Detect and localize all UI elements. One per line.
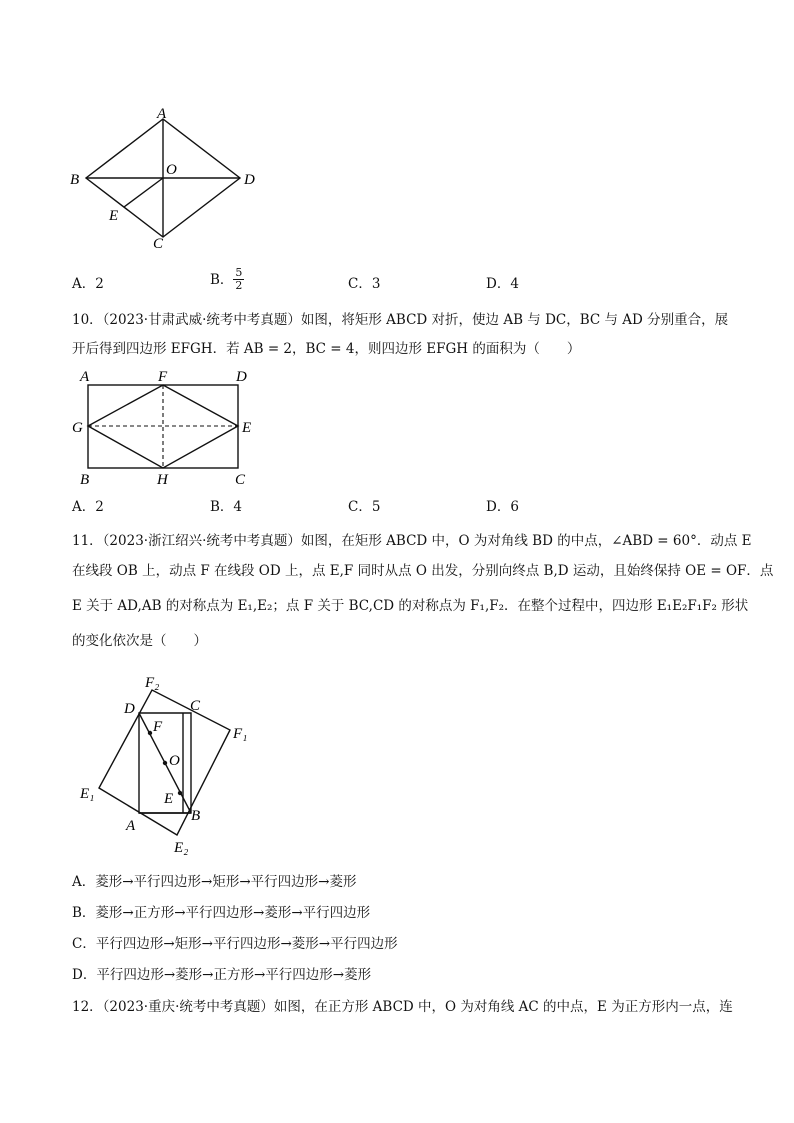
figure-q10-rectangle (66, 362, 266, 492)
q10-option-d: D．6 (486, 499, 519, 515)
q10-option-b: B．4 (210, 499, 243, 515)
fraction-numerator: 5 (235, 266, 243, 279)
q11-text-line-1: 11．（2023·浙江绍兴·统考中考真题）如图，在矩形 ABCD 中，O 为对角线 BD 的中点，∠ABD = 60°．动点 E (72, 533, 752, 549)
q11-text-line-4: 的变化依次是（ ） (72, 633, 207, 649)
fig11-label-F: F (153, 719, 163, 735)
fig10-label-C: C (235, 472, 246, 488)
fig11-label-A: A (126, 818, 136, 834)
fig11-label-F2: F₂ (145, 675, 160, 691)
q11-text-line-2: 在线段 OB 上，动点 F 在线段 OD 上，点 E,F 同时从点 O 出发，分别向终点 B,D 运动，且始终保持 OE = OF．点 (72, 563, 774, 579)
q11-text-line-3: E 关于 AD,AB 的对称点为 E₁,E₂；点 F 关于 BC,CD 的对称点为 F₁,F₂．在整个过程中，四边形 E₁E₂F₁F₂ 形状 (72, 598, 749, 614)
fig11-label-B: B (191, 808, 201, 824)
fig11-label-F1: F₁ (233, 726, 248, 742)
fig10-label-G: G (72, 420, 83, 436)
figure-q9-rhombus (60, 100, 280, 260)
q9-option-d: D．4 (486, 276, 519, 292)
fig11-label-C: C (190, 698, 201, 714)
q9-option-a: A．2 (72, 276, 104, 292)
q9-option-c: C．3 (348, 276, 381, 292)
fig11-label-D: D (124, 701, 135, 717)
fig11-label-E2: E₂ (174, 840, 189, 856)
q10-text-line-2: 开后得到四边形 EFGH．若 AB = 2，BC = 4，则四边形 EFGH 的面积为（ ） (72, 341, 581, 357)
q12-text-line-1: 12．（2023·重庆·统考中考真题）如图，在正方形 ABCD 中，O 为对角线 AC 的中点，E 为正方形内一点，连 (72, 999, 733, 1015)
fig10-label-H: H (157, 472, 168, 488)
q10-text-line-1: 10．（2023·甘肃武威·统考中考真题）如图，将矩形 ABCD 对折，使边 AB 与 DC，BC 与 AD 分别重合，展 (72, 312, 729, 328)
fig10-label-D: D (236, 369, 247, 385)
fig10-label-E: E (242, 420, 252, 436)
fig10-label-F: F (158, 369, 168, 385)
q11-option-d: D．平行四边形→菱形→正方形→平行四边形→菱形 (72, 967, 372, 983)
q11-option-c: C．平行四边形→矩形→平行四边形→菱形→平行四边形 (72, 936, 398, 952)
fig10-label-B: B (80, 472, 90, 488)
fig11-label-E1: E₁ (80, 786, 95, 802)
fig9-label-A: A (157, 106, 167, 122)
q9-option-b-prefix: B． (210, 271, 234, 288)
q9-option-b-fraction (233, 267, 244, 292)
fig11-label-O: O (169, 753, 180, 769)
fig11-label-E: E (164, 791, 174, 807)
q9-option-b (210, 267, 244, 292)
fig9-label-B: B (70, 172, 80, 188)
figure-q11-rectangle-reflections (70, 665, 270, 865)
fig9-label-E: E (109, 208, 119, 224)
fig9-label-D: D (244, 172, 255, 188)
fig9-label-O: O (166, 162, 177, 178)
q10-option-c: C．5 (348, 499, 381, 515)
q11-option-b: B．菱形→正方形→平行四边形→菱形→平行四边形 (72, 905, 371, 921)
fig10-label-A: A (80, 369, 90, 385)
q11-option-a: A．菱形→平行四边形→矩形→平行四边形→菱形 (72, 874, 357, 890)
q10-option-a: A．2 (72, 499, 104, 515)
fraction-denominator: 2 (235, 279, 243, 292)
fig9-label-C: C (153, 236, 164, 252)
